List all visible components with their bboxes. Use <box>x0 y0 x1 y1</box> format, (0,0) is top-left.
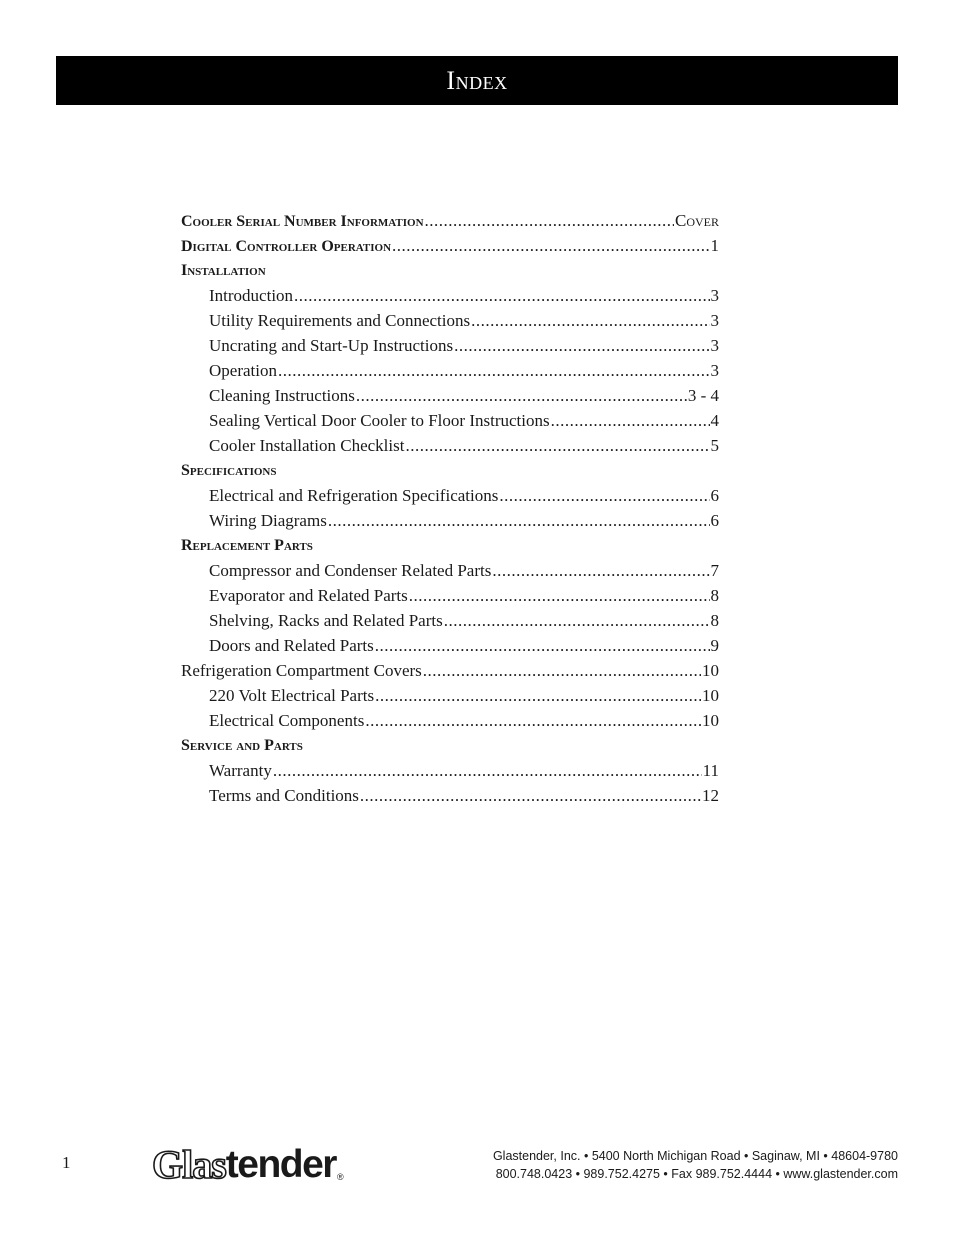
toc-leader-dots <box>375 633 710 658</box>
toc-leader-dots <box>444 608 710 633</box>
toc-entry <box>181 633 719 658</box>
toc-entry <box>181 783 719 808</box>
toc-entry-page: 10 <box>702 661 719 680</box>
toc-entry-label: Doors and Related Parts <box>209 636 374 655</box>
toc-entry-label: 220 Volt Electrical Parts <box>209 686 375 705</box>
toc-entry-label: Warranty <box>209 761 272 780</box>
toc-entry-label: Operation <box>209 361 277 380</box>
toc-entry-page: 12 <box>702 786 719 805</box>
toc-leader-dots <box>375 683 701 708</box>
toc-entry-page: 3 <box>710 286 719 305</box>
toc-entry-label: Specifications <box>181 462 277 479</box>
toc-entry-page: 3 <box>710 361 719 380</box>
toc-entry <box>181 258 719 283</box>
toc-leader-dots <box>425 208 674 233</box>
toc-entry-label: Introduction <box>209 286 294 305</box>
toc-entry-label: Cooler Installation Checklist <box>209 436 405 455</box>
address-line-2: 800.748.0423 • 989.752.4275 • Fax 989.752.4444 • www.glastender.com <box>495 1167 898 1181</box>
toc-entry-label: Utility Requirements and Connections <box>209 311 471 330</box>
toc-leader-dots <box>454 333 709 358</box>
toc-entry-label: Wiring Diagrams <box>209 511 327 530</box>
toc-entry-label: Sealing Vertical Door Cooler to Floor Instructions <box>209 411 550 430</box>
toc-entry <box>181 208 719 233</box>
toc-entry-label: Digital Controller Operation <box>181 238 392 255</box>
toc-entry <box>181 558 719 583</box>
toc-entry-label: Service and Parts <box>181 737 303 754</box>
toc-entry-page: 5 <box>710 436 719 455</box>
toc-entry <box>181 608 719 633</box>
toc-leader-dots <box>328 508 710 533</box>
toc-entry <box>181 683 719 708</box>
toc-entry-label: Cleaning Instructions <box>209 386 355 405</box>
toc-entry-page: 6 <box>710 511 719 530</box>
toc-leader-dots <box>492 558 709 583</box>
toc-entry-page: 11 <box>702 761 719 780</box>
toc-leader-dots <box>273 758 702 783</box>
toc-entry-label: Compressor and Condenser Related Parts <box>209 561 492 580</box>
toc-entry-page: 6 <box>710 486 719 505</box>
toc-leader-dots <box>392 233 709 258</box>
toc-leader-dots <box>551 408 710 433</box>
toc-entry <box>181 358 719 383</box>
toc-entry <box>181 533 719 558</box>
toc-entry-label: Refrigeration Compartment Covers <box>181 661 422 680</box>
toc-leader-dots <box>356 383 687 408</box>
toc-entry <box>181 583 719 608</box>
toc-entry-page: Cover <box>674 211 719 230</box>
toc-entry-page: 4 <box>710 411 719 430</box>
toc-leader-dots <box>294 283 709 308</box>
toc-entry-label: Shelving, Racks and Related Parts <box>209 611 443 630</box>
toc-entry-label: Terms and Conditions <box>209 786 359 805</box>
toc-entry <box>181 308 719 333</box>
toc-entry-label: Installation <box>181 262 266 279</box>
toc-entry <box>181 433 719 458</box>
toc-leader-dots <box>365 708 701 733</box>
toc-entry-page: 3 - 4 <box>687 386 719 405</box>
registered-mark: ® <box>337 1172 344 1182</box>
toc-leader-dots <box>409 583 710 608</box>
toc-entry-page: 8 <box>710 586 719 605</box>
toc-entry-label: Evaporator and Related Parts <box>209 586 408 605</box>
toc-entry <box>181 758 719 783</box>
toc-leader-dots <box>499 483 709 508</box>
toc-entry <box>181 408 719 433</box>
toc-entry <box>181 708 719 733</box>
toc-entry <box>181 658 719 683</box>
toc-entry <box>181 283 719 308</box>
toc-entry-label: Uncrating and Start-Up Instructions <box>209 336 454 355</box>
company-address <box>493 1147 898 1183</box>
toc-entry-page: 9 <box>710 636 719 655</box>
toc-entry <box>181 333 719 358</box>
toc-entry-label: Replacement Parts <box>181 537 313 554</box>
logo-part-glas: Glas <box>152 1142 226 1187</box>
glastender-logo <box>152 1143 344 1185</box>
page-number: 1 <box>62 1153 71 1172</box>
toc-entry-page: 8 <box>710 611 719 630</box>
logo-part-tender: tender <box>225 1143 336 1186</box>
toc-entry-label: Cooler Serial Number Information <box>181 213 424 230</box>
toc-entry <box>181 233 719 258</box>
address-line-1: Glastender, Inc. • 5400 North Michigan Road • Saginaw, MI • 48604-9780 <box>492 1149 898 1163</box>
toc-entry-label: Electrical Components <box>209 711 365 730</box>
toc-entry <box>181 383 719 408</box>
toc-entry-page: 10 <box>702 711 719 730</box>
toc-leader-dots <box>471 308 709 333</box>
toc-leader-dots <box>278 358 710 383</box>
page-title-bar <box>56 56 898 105</box>
toc-entry-page: 3 <box>710 311 719 330</box>
toc-entry <box>181 508 719 533</box>
toc-entry-page: 7 <box>710 561 719 580</box>
toc-entry-page: 10 <box>702 686 719 705</box>
toc-entry-page: 1 <box>710 236 719 255</box>
toc-entry-label: Electrical and Refrigeration Specifications <box>209 486 499 505</box>
page-title: Index <box>446 65 508 95</box>
toc-entry <box>181 733 719 758</box>
table-of-contents <box>181 208 719 808</box>
toc-entry <box>181 458 719 483</box>
toc-leader-dots <box>405 433 709 458</box>
toc-leader-dots <box>423 658 701 683</box>
toc-entry <box>181 483 719 508</box>
toc-leader-dots <box>360 783 701 808</box>
toc-entry-page: 3 <box>710 336 719 355</box>
